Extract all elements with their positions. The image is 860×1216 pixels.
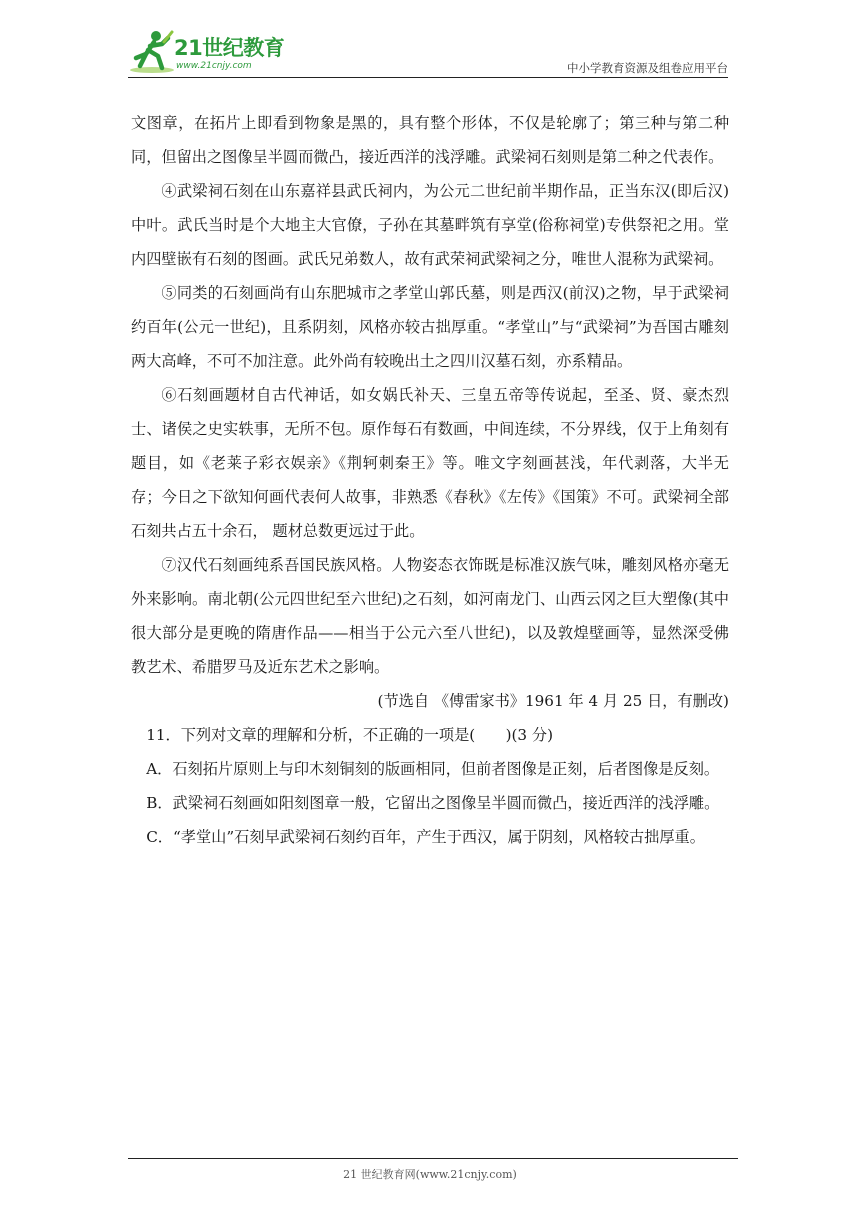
option-b: B．武梁祠石刻画如阳刻图章一般，它留出之图像呈半圆而微凸，接近西洋的浅浮雕。 xyxy=(146,794,720,812)
paragraph-4: ④武梁祠石刻在山东嘉祥县武氏祠内，为公元二世纪前半期作品，正当东汉(即后汉)中叶。武氏当时是个大地主大官僚，子孙在其墓畔筑有享堂(俗称祠堂)专供祭祀之用。堂内四壁嵌有石刻的图画。武氏兄弟数人，故有武荣祠武梁祠之分，唯世人混称为武梁祠。 xyxy=(131,182,729,268)
runner-logo-icon xyxy=(128,28,174,76)
paragraph-5: ⑤同类的石刻画尚有山东肥城市之孝堂山郭氏墓，则是西汉(前汉)之物，早于武梁祠约百年(公元一世纪)，且系阴刻，风格亦较古拙厚重。“孝堂山”与“武梁祠”为吾国古雕刻两大高峰，不可不加注意。此外尚有较晚出土之四川汉墓石刻，亦系精品。 xyxy=(131,284,729,370)
option-c: C．“孝堂山”石刻早武梁祠石刻约百年，产生于西汉，属于阴刻，风格较古拙厚重。 xyxy=(146,828,705,846)
page-footer: 21 世纪教育网(www.21cnjy.com) xyxy=(343,1168,517,1181)
paragraph-6: ⑥石刻画题材自古代神话，如女娲氏补天、三皇五帝等传说起，至圣、贤、豪杰烈士、诸侯之史实轶事，无所不包。原作每石有数画，中间连续，不分界线，仅于上角刻有题目，如《老莱子彩衣娱亲》《荆轲刺秦王》等。唯文字刻画甚浅，年代剥落，大半无存；今日之下欲知何画代表何人故事，非熟悉《春秋》《左传》《国策》不可。武梁祠全部石刻共占五十余石， 题材总数更远过于此。 xyxy=(131,386,729,540)
site-logo xyxy=(128,28,298,78)
document-body xyxy=(131,106,729,854)
footer-divider xyxy=(128,1158,738,1159)
header-divider xyxy=(128,77,728,78)
logo-url: www.21cnjy.com xyxy=(176,61,252,71)
option-a: A．石刻拓片原则上与印木刻铜刻的版画相同，但前者图像是正刻，后者图像是反刻。 xyxy=(146,760,720,778)
source-citation: (节选自 《傅雷家书》1961 年 4 月 25 日，有删改) xyxy=(377,692,729,710)
page-header xyxy=(128,28,728,80)
logo-text: 21世纪教育 xyxy=(174,36,285,60)
paragraph-continued: 文图章，在拓片上即看到物象是黑的，具有整个形体，不仅是轮廓了；第三种与第二种同，但留出之图像呈半圆而微凸，接近西洋的浅浮雕。武梁祠石刻则是第二种之代表作。 xyxy=(131,114,729,166)
paragraph-7: ⑦汉代石刻画纯系吾国民族风格。人物姿态衣饰既是标准汉族气味，雕刻风格亦毫无外来影响。南北朝(公元四世纪至六世纪)之石刻，如河南龙门、山西云冈之巨大塑像(其中很大部分是更晚的隋唐作品——相当于公元六至八世纪)，以及敦煌壁画等，显然深受佛教艺术、希腊罗马及近东艺术之影响。 xyxy=(131,556,729,676)
question-stem: 11．下列对文章的理解和分析，不正确的一项是( )(3 分) xyxy=(146,726,554,744)
site-label: 中小学教育资源及组卷应用平台 xyxy=(567,61,728,75)
